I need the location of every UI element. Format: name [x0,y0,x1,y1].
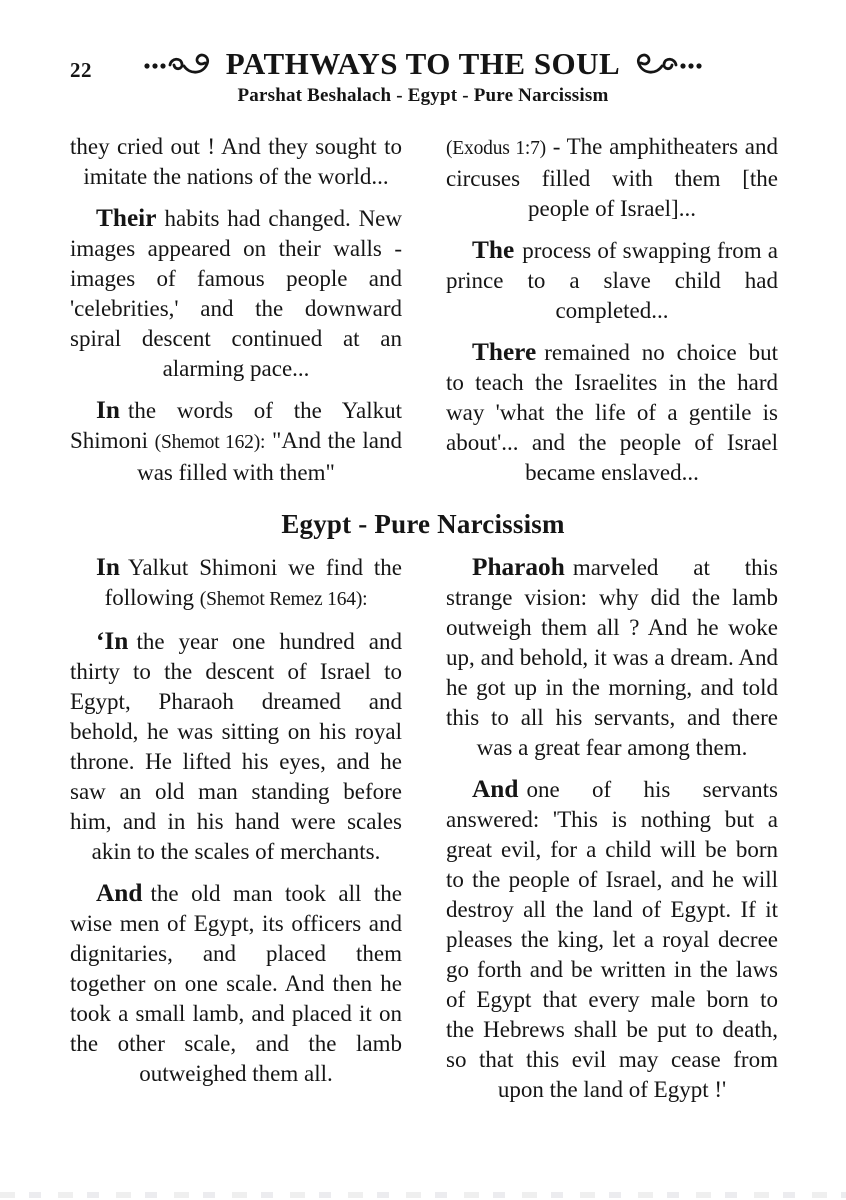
paragraph-text: the old man took all the wise men of Egypt, its officers and dignitaries, and placed them together on one scale. And then he took a small lamb, and placed it on the other scale, and the lamb outweighed them all. [70,881,402,1086]
paragraph [446,132,778,224]
paragraph-text: they cried out ! And they sought to imitate the nations of the world... [70,134,402,189]
paragraph-text: the words of the Yalkut Shimoni [70,398,402,453]
scripture-ref: (Exodus 1:7) [446,138,546,159]
lead-word: Pharaoh [472,553,565,581]
flourish-right-icon [628,50,704,78]
paragraph-text: marveled at this strange vision: why did the lamb outweigh them all ? And he woke up, and behold, it was a dream. And he got up in the morning, and told this to all his servants, and there was a great fear among them. [446,555,778,760]
lead-word: In [96,396,120,424]
page-subtitle: Parshat Beshalach - Egypt - Pure Narcissism [237,85,609,106]
column-left [70,552,402,1116]
paragraph [446,235,778,326]
page-number: 22 [70,58,92,82]
book-title: PATHWAYS TO THE SOUL [225,46,621,81]
paragraph [70,626,402,867]
paragraph [70,878,402,1089]
paragraph-text: remained no choice but to teach the Israelites in the hard way 'what the life of a gentile is about'... and the people of Israel became enslaved... [446,340,778,485]
lead-word: ‘In [96,627,129,655]
paragraph-text: process of swapping from a prince to a slave child had completed... [446,238,778,323]
scan-noise-strip [0,1192,846,1198]
column-right [446,132,778,499]
paragraph-text: - The amphitheaters and circuses filled with them [the people of Israel]... [446,134,779,221]
page-header [0,0,846,107]
paragraph [446,337,778,488]
scripture-ref: (Shemot Remez 164): [199,589,368,610]
lead-word: Their [96,204,157,232]
column-left [70,132,402,499]
paragraph [70,132,402,192]
paragraph-text: "And the land was filled with them" [137,428,402,485]
paragraph-text: the year one hundred and thirty to the descent of Israel to Egypt, Pharaoh dreamed and behold, he was sitting on his royal throne. He lifted his eyes, and he saw an old man standing before him, and in his hand were scales akin to the scales of merchants. [70,629,402,864]
lead-word: And [96,879,143,907]
section-1-columns [0,132,846,499]
paragraph [70,203,402,384]
section-heading: Egypt - Pure Narcissism [281,509,565,539]
paragraph [446,552,778,763]
paragraph [70,395,402,488]
flourish-left-icon [142,50,218,78]
paragraph-text: Yalkut Shimoni we find the following [104,555,402,610]
paragraph-text: one of his servants answered: 'This is nothing but a great evil, for a child will be born to the people of Israel, and he will destroy all the land of Egypt. If it pleases the king, let a royal decree go forth and be written in the laws of Egypt that every male born to the Hebrews shall be put to death, so that this evil may cease from upon the land of Egypt !' [446,777,778,1102]
scripture-ref: (Shemot 162): [154,432,266,453]
paragraph-text: habits had changed. New images appeared on their walls - images of famous people and 'celebrities,' and the downward spiral descent continued at an alarming pace... [70,206,402,381]
paragraph [70,552,402,615]
title-row [0,46,846,82]
column-right [446,552,778,1116]
paragraph [446,774,778,1105]
section-2-columns [0,552,846,1116]
lead-word: There [472,338,537,366]
lead-word: And [472,775,519,803]
lead-word: The [472,236,515,264]
lead-word: In [96,553,120,581]
